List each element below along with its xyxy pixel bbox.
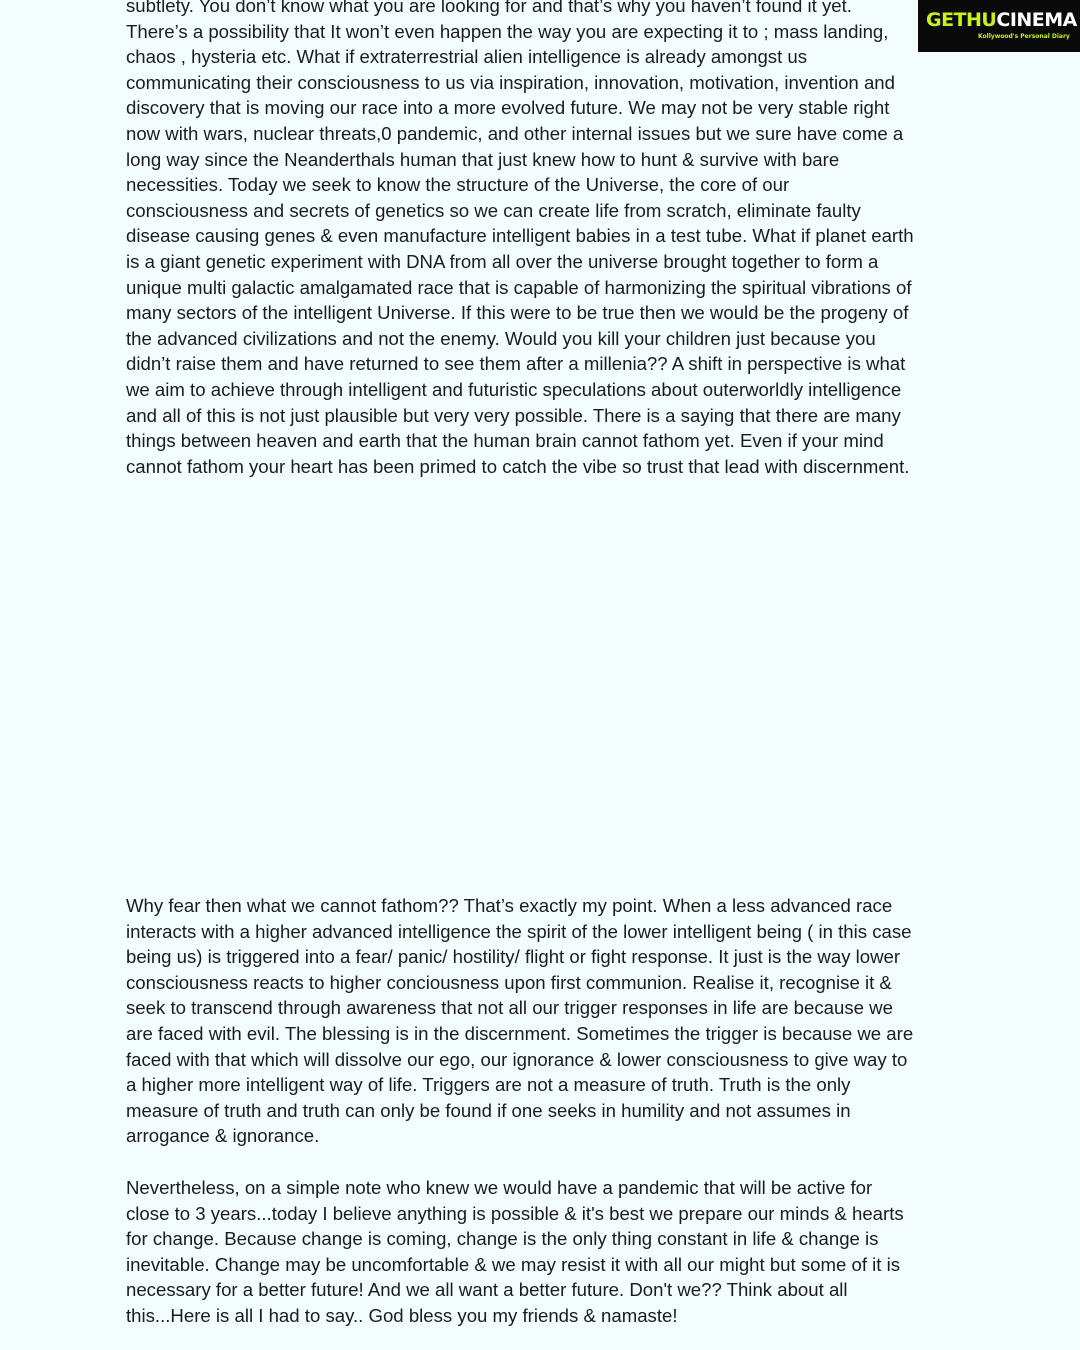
watermark-brand-part2: CINEMA [996,9,1077,31]
watermark-brand-part1: GETHU [926,9,997,31]
watermark-tagline: Kollywood's Personal Diary [978,33,1070,40]
paragraph-top: subtlety. You don’t know what you are looking for and that’s why you haven’t found it yet. There’s a possibility that It won’t even happen the way you are expecting it to ; mass landing, chaos , hysteria etc. What if extraterrestrial alien intelligence is already amongst us communicating their consciousness to us via inspiration, innovation, motivation, invention and discovery that is moving our race into a more evolved future. We may not be very stable right now with wars, nuclear threats,0 pandemic, and other internal issues but we sure have come a long way since the Neanderthals human that just knew how to hunt & survive with bare necessities. Today we seek to know the structure of the Universe, the core of our consciousness and secrets of genetics so we can create life from scratch, eliminate faulty disease causing genes & even manufacture intelligent babies in a test tube. What if planet earth is a giant genetic experiment with DNA from all over the universe brought together to form a unique multi galactic amalgamated race that is capable of harmonizing the spiritual vibrations of many sectors of the intelligent Universe. If this were to be true then we would be the progeny of the advanced civilizations and not the enemy. Would you kill your children just because you didn’t raise them and have returned to see them after a millenia?? A shift in perspective is what we aim to achieve through intelligent and futuristic speculations about outerworldly intelligence and all of this is not just plausible but very very possible. There is a saying that there are many things between heaven and earth that the human brain cannot fathom yet. Even if your mind cannot fathom your heart has been primed to catch the vibe so trust that lead with discernment. [126,0,914,477]
watermark-brand [926,9,1077,31]
watermark-logo [918,0,1080,52]
paragraph-middle: Why fear then what we cannot fathom?? That’s exactly my point. When a less advanced race interacts with a higher advanced intelligence the spirit of the lower intelligent being ( in this case being us) is triggered into a fear/ panic/ hostility/ flight or fight response. It just is the way lower consciousness reacts to higher conciousness upon first communion. Realise it, recognise it & seek to transcend through awareness that not all our trigger responses in life are because we are faced with evil. The blessing is in the discernment. Sometimes the trigger is because we are faced with that which will dissolve our ego, our ignorance & lower consciousness to give way to a higher more intelligent way of life. Triggers are not a measure of truth. Truth is the only measure of truth and truth can only be found if one seeks in humility and not assumes in arrogance & ignorance. [126,895,914,1147]
paragraph-bottom: Nevertheless, on a simple note who knew we would have a pandemic that will be active for close to 3 years...today I believe anything is possible & it's best we prepare our minds & hearts for change. Because change is coming, change is the only thing constant in life & change is inevitable. Change may be uncomfortable & we may resist it with all our might but some of it is necessary for a better future! And we all want a better future. Don't we?? Think about all this...Here is all I had to say.. God bless you my friends & namaste! [126,1177,904,1326]
